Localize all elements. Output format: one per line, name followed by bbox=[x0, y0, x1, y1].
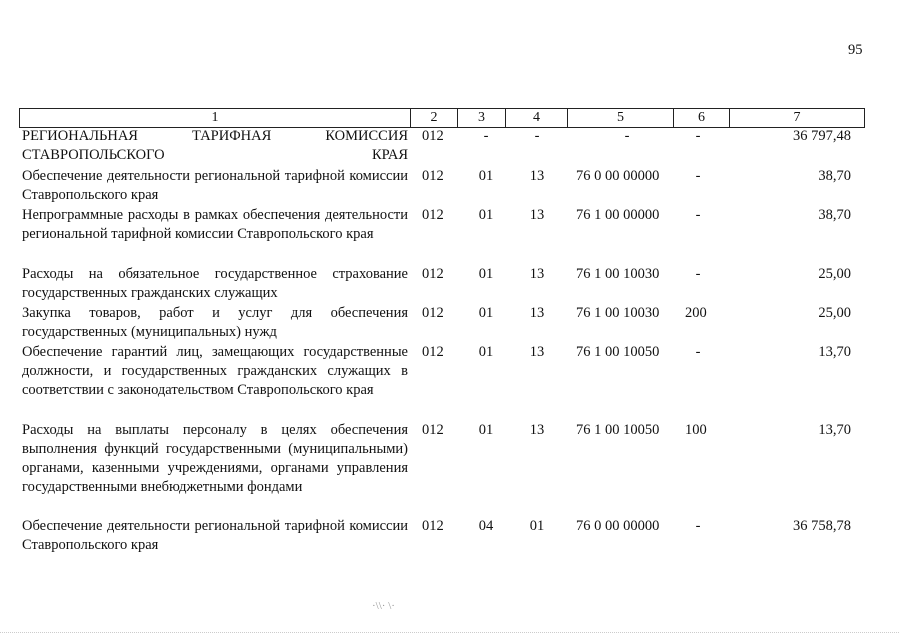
row-code-expense-type: - bbox=[695, 207, 701, 223]
row-code-expense-type: - bbox=[695, 128, 701, 144]
row-code-subsection: 13 bbox=[529, 168, 545, 184]
col-header-5: 5 bbox=[568, 109, 674, 128]
row-code-target: - bbox=[624, 128, 630, 144]
row-code-section: 01 bbox=[478, 422, 494, 438]
row-code-subsection: 13 bbox=[529, 207, 545, 223]
row-code-expense-type: 100 bbox=[685, 422, 707, 438]
row-code-subsection: 01 bbox=[529, 518, 545, 534]
row-code-section: - bbox=[483, 128, 489, 144]
row-code-target: 76 1 00 00000 bbox=[576, 207, 660, 223]
row-code-target: 76 1 00 10030 bbox=[576, 305, 660, 321]
col-header-3: 3 bbox=[458, 109, 506, 128]
row-code-target: 76 0 00 00000 bbox=[576, 168, 660, 184]
row-code-ministry: 012 bbox=[422, 344, 444, 360]
row-code-ministry: 012 bbox=[422, 422, 444, 438]
row-code-section: 01 bbox=[478, 168, 494, 184]
column-header-table bbox=[19, 108, 865, 128]
scan-edge-line bbox=[0, 632, 899, 633]
row-amount: 36 758,78 bbox=[793, 518, 851, 534]
row-amount: 38,70 bbox=[818, 168, 851, 184]
row-name: Обеспечение деятельности региональной тарифной комиссии Ставропольского края bbox=[22, 518, 408, 553]
row-code-ministry: 012 bbox=[422, 168, 444, 184]
row-code-ministry: 012 bbox=[422, 266, 444, 282]
col-header-4: 4 bbox=[506, 109, 568, 128]
row-name: Непрограммные расходы в рамках обеспечения деятельности региональной тарифной комиссии Ставропольского края bbox=[22, 207, 408, 242]
row-code-expense-type: 200 bbox=[685, 305, 707, 321]
row-amount: 13,70 bbox=[818, 422, 851, 438]
row-code-section: 01 bbox=[478, 305, 494, 321]
row-code-target: 76 1 00 10050 bbox=[576, 344, 660, 360]
row-code-ministry: 012 bbox=[422, 128, 444, 144]
page-number: 95 bbox=[848, 42, 863, 58]
row-name: РЕГИОНАЛЬНАЯ ТАРИФНАЯ КОМИССИЯ СТАВРОПОЛЬСКОГО КРАЯ bbox=[22, 128, 408, 163]
row-code-target: 76 1 00 10030 bbox=[576, 266, 660, 282]
row-code-target: 76 0 00 00000 bbox=[576, 518, 660, 534]
row-amount: 25,00 bbox=[818, 266, 851, 282]
row-code-ministry: 012 bbox=[422, 207, 444, 223]
row-code-expense-type: - bbox=[695, 266, 701, 282]
row-code-expense-type: - bbox=[695, 168, 701, 184]
row-amount: 38,70 bbox=[818, 207, 851, 223]
scan-artifact: ·\\· \· bbox=[372, 600, 395, 612]
row-code-section: 01 bbox=[478, 266, 494, 282]
col-header-1: 1 bbox=[20, 109, 411, 128]
row-code-expense-type: - bbox=[695, 344, 701, 360]
row-amount: 13,70 bbox=[818, 344, 851, 360]
column-header-row bbox=[20, 109, 865, 128]
col-header-7: 7 bbox=[730, 109, 865, 128]
row-code-ministry: 012 bbox=[422, 518, 444, 534]
row-code-subsection: 13 bbox=[529, 344, 545, 360]
row-code-subsection: - bbox=[534, 128, 540, 144]
row-amount: 36 797,48 bbox=[793, 128, 851, 144]
row-code-target: 76 1 00 10050 bbox=[576, 422, 660, 438]
row-code-subsection: 13 bbox=[529, 422, 545, 438]
row-name: Расходы на выплаты персоналу в целях обеспечения выполнения функций государственными (муниципальными) органами, казенными учреждениями, органами управления государственными внебюджетными фондами bbox=[22, 422, 408, 495]
row-name: Обеспечение гарантий лиц, замещающих государственные должности, и государственных гражданских служащих в соответствии с законодательством Ставропольского края bbox=[22, 344, 408, 398]
row-code-section: 04 bbox=[478, 518, 494, 534]
row-name: Обеспечение деятельности региональной тарифной комиссии Ставропольского края bbox=[22, 168, 408, 203]
col-header-2: 2 bbox=[411, 109, 458, 128]
row-code-subsection: 13 bbox=[529, 305, 545, 321]
row-amount: 25,00 bbox=[818, 305, 851, 321]
row-code-subsection: 13 bbox=[529, 266, 545, 282]
row-name: Расходы на обязательное государственное страхование государственных гражданских служащих bbox=[22, 266, 408, 301]
row-code-expense-type: - bbox=[695, 518, 701, 534]
row-code-section: 01 bbox=[478, 344, 494, 360]
row-code-section: 01 bbox=[478, 207, 494, 223]
col-header-6: 6 bbox=[674, 109, 730, 128]
row-name: Закупка товаров, работ и услуг для обеспечения государственных (муниципальных) нужд bbox=[22, 305, 408, 340]
row-code-ministry: 012 bbox=[422, 305, 444, 321]
